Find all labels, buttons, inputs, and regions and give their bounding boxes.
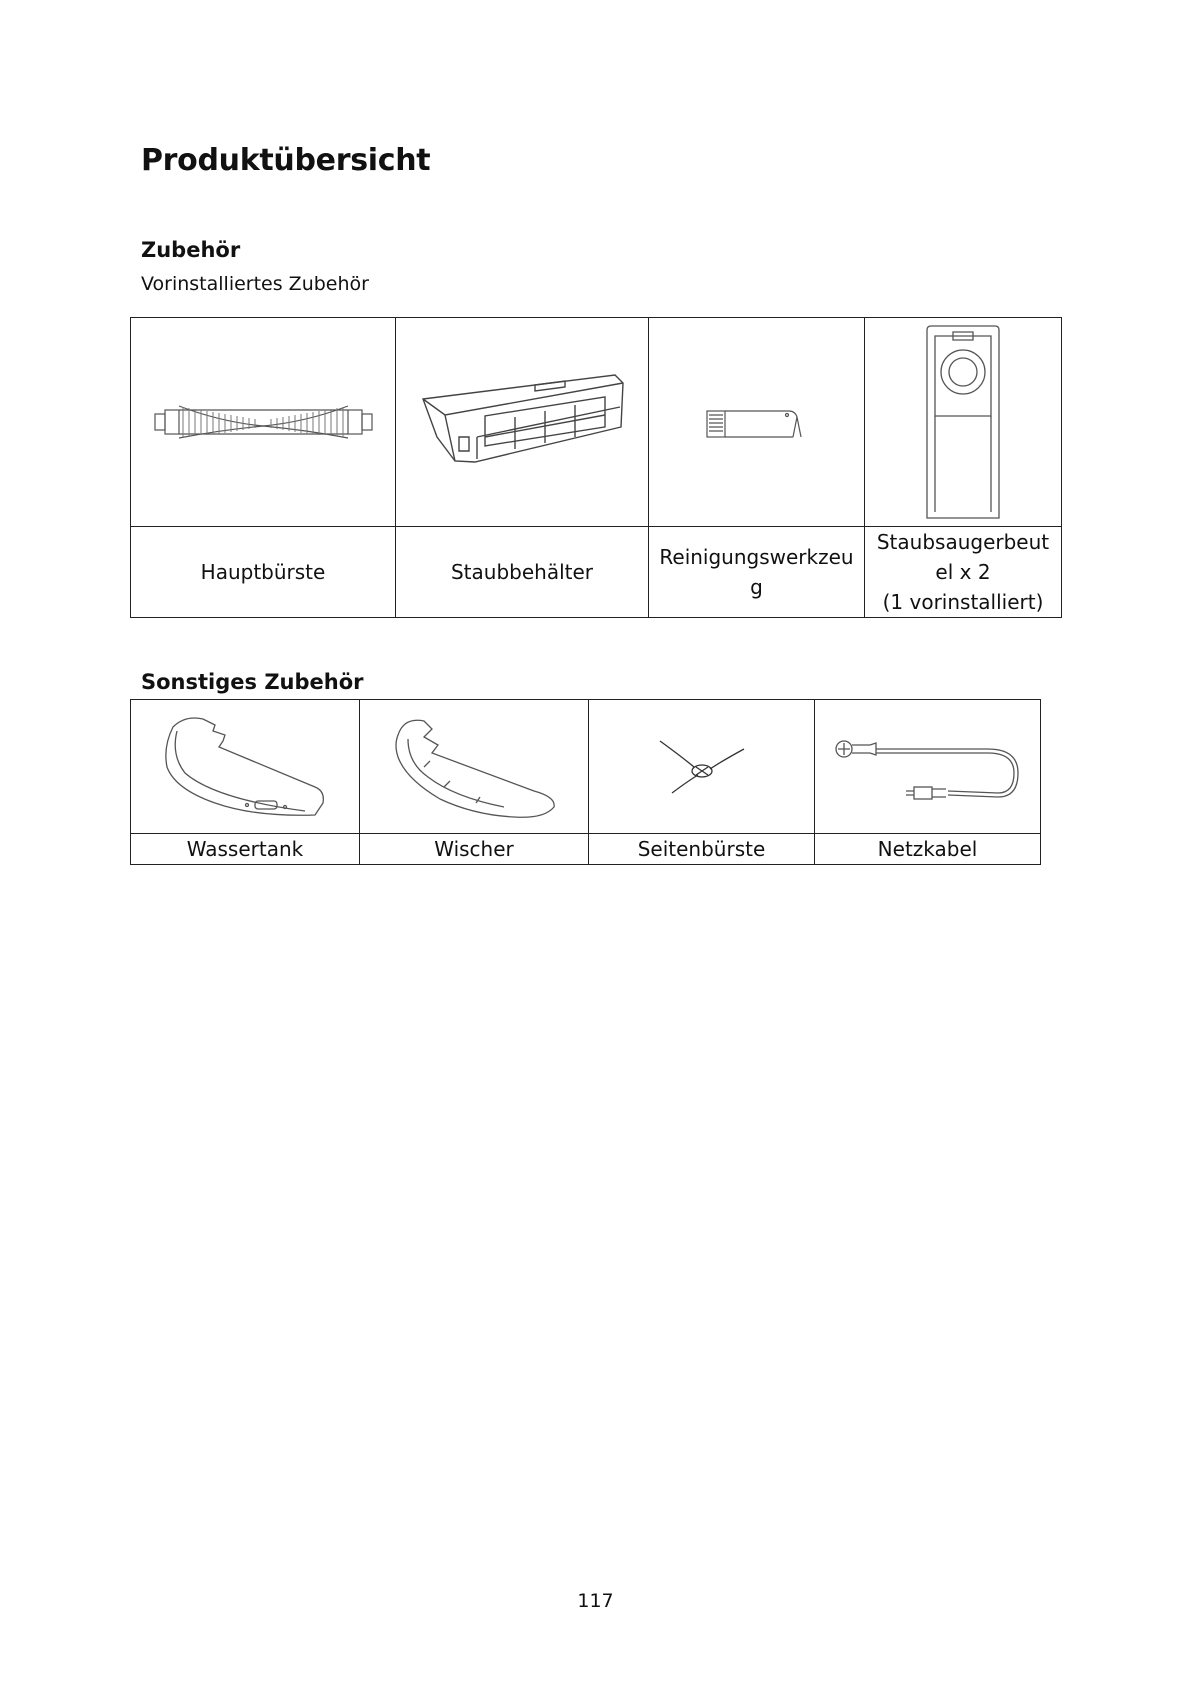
dust-bin-icon bbox=[415, 367, 630, 477]
vacuum-bag-label: Staubsaugerbeut el x 2 (1 vorinstalliert) bbox=[865, 527, 1062, 618]
power-cable-label: Netzkabel bbox=[815, 834, 1041, 865]
accessories-subheading: Vorinstalliertes Zubehör bbox=[141, 273, 369, 295]
vacuum-bag-icon bbox=[913, 322, 1013, 522]
water-tank-cell bbox=[131, 700, 360, 834]
mop-cell bbox=[360, 700, 589, 834]
page-number: 117 bbox=[577, 1590, 614, 1612]
mop-label: Wischer bbox=[360, 834, 589, 865]
water-tank-label: Wassertank bbox=[131, 834, 360, 865]
dust-bin-cell bbox=[396, 318, 649, 527]
other-accessories-table bbox=[130, 699, 1041, 865]
dust-bin-label: Staubbehälter bbox=[396, 527, 649, 618]
main-brush-label: Hauptbürste bbox=[131, 527, 396, 618]
table-row bbox=[131, 834, 1041, 865]
side-brush-icon bbox=[642, 727, 762, 807]
water-tank-icon bbox=[155, 707, 335, 827]
cleaning-tool-cell bbox=[649, 318, 865, 527]
power-cable-icon bbox=[828, 727, 1028, 807]
main-brush-cell bbox=[131, 318, 396, 527]
table-row bbox=[131, 700, 1041, 834]
table-row bbox=[131, 318, 1062, 527]
cleaning-tool-label: Reinigungswerkzeu g bbox=[649, 527, 865, 618]
cleaning-tool-icon bbox=[697, 397, 817, 447]
vacuum-bag-cell bbox=[865, 318, 1062, 527]
power-cable-cell bbox=[815, 700, 1041, 834]
accessories-heading: Zubehör bbox=[141, 238, 241, 262]
table-row bbox=[131, 527, 1062, 618]
main-brush-icon bbox=[151, 392, 376, 452]
side-brush-cell bbox=[589, 700, 815, 834]
page-title: Produktübersicht bbox=[141, 143, 431, 178]
side-brush-label: Seitenbürste bbox=[589, 834, 815, 865]
other-accessories-heading: Sonstiges Zubehör bbox=[141, 670, 364, 694]
mop-icon bbox=[384, 707, 564, 827]
preinstalled-accessories-table bbox=[130, 317, 1062, 618]
